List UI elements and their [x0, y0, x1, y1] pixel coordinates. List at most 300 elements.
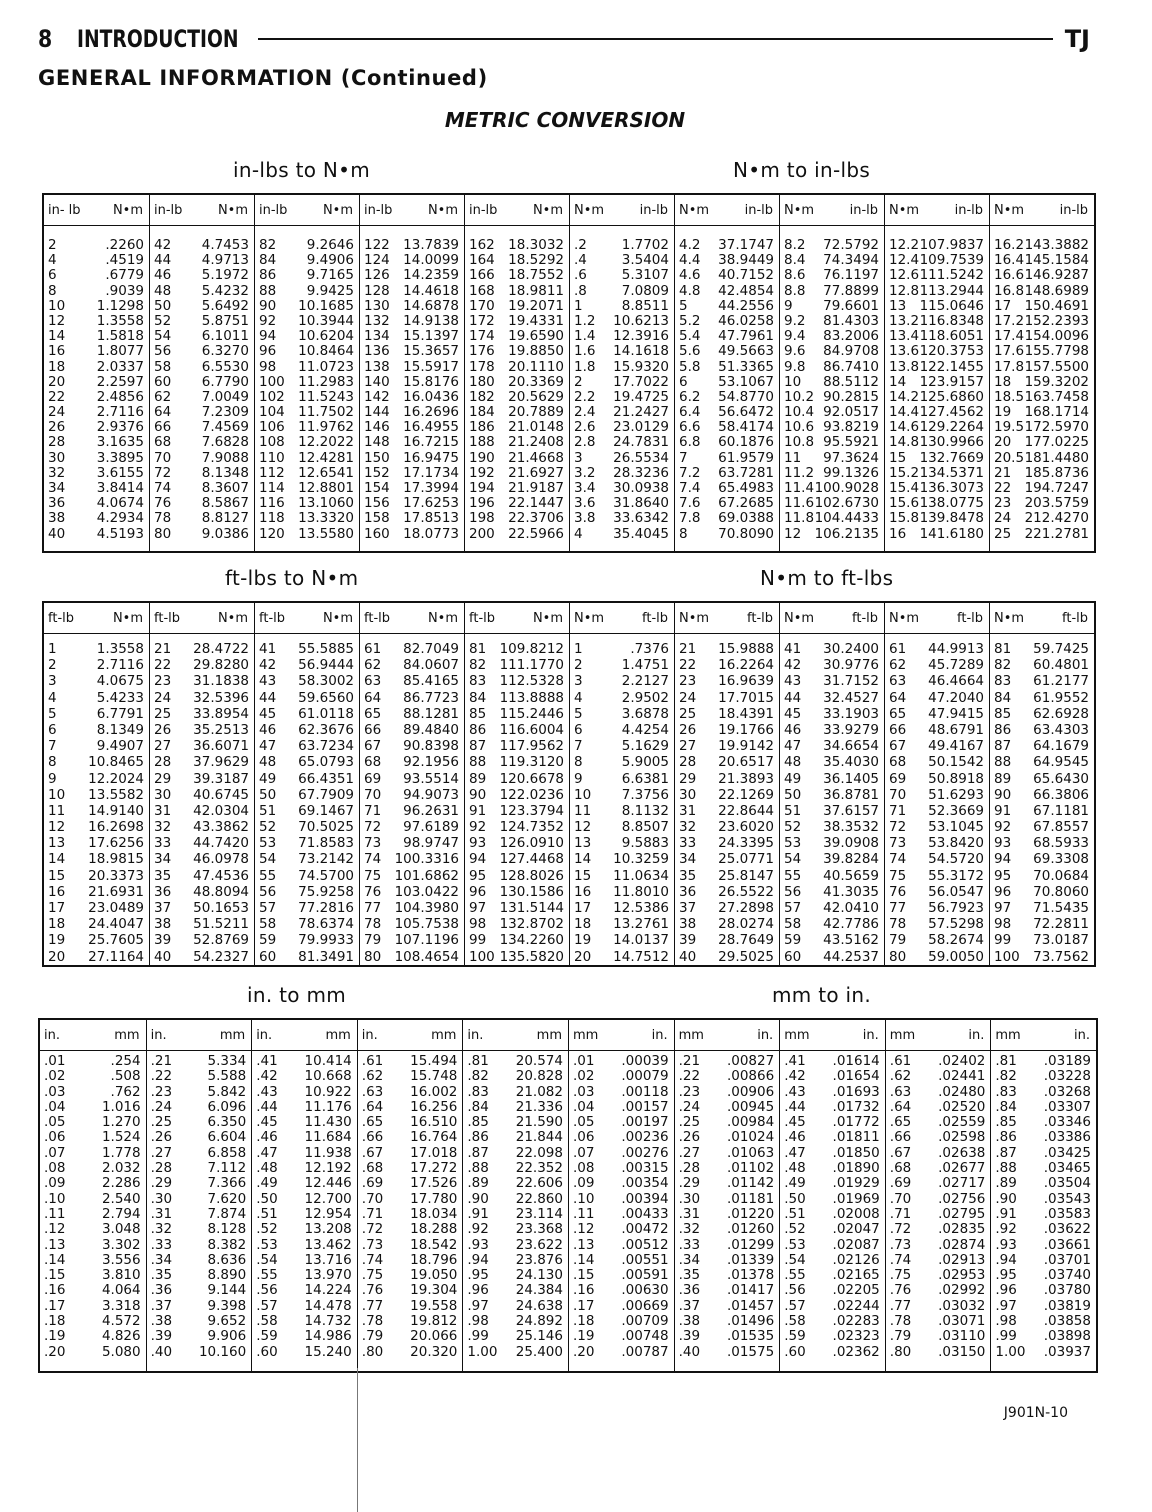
table-row — [44, 884, 149, 900]
cell-converted-value: 7.620 — [207, 1190, 247, 1207]
column-header-label: mm — [678, 1027, 704, 1043]
cell-converted-value: .03819 — [1043, 1297, 1091, 1314]
table-row — [358, 1268, 463, 1283]
table-row — [255, 511, 359, 526]
cell-converted-value: 69.3308 — [1033, 851, 1089, 868]
cell-input-value: 62 — [889, 657, 907, 674]
table-row — [570, 344, 674, 359]
cell-input-value: 20 — [574, 948, 592, 965]
cell-input-value: 23 — [154, 673, 172, 690]
table-row — [675, 511, 779, 526]
table-row — [885, 722, 989, 738]
cell-converted-value: 11.0723 — [298, 358, 354, 375]
table-row — [675, 466, 779, 481]
table-row — [885, 949, 989, 965]
cell-input-value: .35 — [150, 1267, 173, 1284]
table-column-group — [779, 603, 884, 965]
column-header-label: N•m — [784, 202, 815, 218]
cell-converted-value: 6.1011 — [201, 328, 249, 345]
table-row — [360, 803, 464, 819]
cell-converted-value: 12.2024 — [88, 770, 144, 787]
cell-input-value: .39 — [150, 1328, 173, 1345]
cell-converted-value: 24.384 — [515, 1282, 563, 1299]
cell-input-value: 95 — [994, 867, 1012, 884]
table-row — [780, 1100, 885, 1115]
cell-input-value: 77 — [364, 900, 382, 916]
cell-converted-value: 1.524 — [101, 1129, 141, 1146]
table-row — [990, 673, 1094, 689]
table-row — [150, 738, 254, 754]
cell-input-value: 4.2 — [679, 237, 701, 253]
table-row — [255, 673, 359, 689]
table-row — [252, 1085, 357, 1100]
table-row — [465, 496, 569, 511]
cell-input-value: 49 — [259, 770, 277, 787]
table-row — [255, 868, 359, 884]
table-row — [990, 314, 1094, 329]
cell-converted-value: 134.5371 — [919, 464, 984, 481]
cell-input-value: 158 — [364, 510, 390, 527]
cell-converted-value: 1.7702 — [621, 237, 669, 253]
cell-converted-value: 36.8781 — [823, 786, 879, 803]
column-header-label: N•m — [322, 202, 353, 218]
cell-converted-value: .7376 — [630, 641, 669, 657]
cell-input-value: .45 — [784, 1114, 806, 1131]
cell-converted-value: 14.0099 — [403, 252, 459, 269]
cell-converted-value: 51.5211 — [193, 916, 249, 933]
cell-converted-value: 6.7790 — [201, 373, 249, 390]
table-rows — [886, 1054, 991, 1360]
cell-converted-value: 70.8090 — [718, 525, 774, 542]
table-column-group — [569, 603, 674, 965]
cell-input-value: .31 — [678, 1205, 701, 1222]
cell-input-value: 15.6 — [889, 495, 920, 512]
table-row — [780, 1054, 885, 1069]
table-row — [358, 1345, 463, 1360]
table-row — [570, 900, 674, 916]
table-row — [465, 835, 569, 851]
cell-input-value: 2.6 — [574, 419, 596, 436]
table-rows — [358, 1054, 463, 1360]
cell-input-value: 17.2 — [994, 312, 1025, 329]
table-row — [991, 1283, 1096, 1298]
cell-input-value: .26 — [678, 1129, 701, 1146]
cell-converted-value: .00394 — [621, 1190, 669, 1207]
cell-converted-value: 28.3236 — [613, 464, 669, 481]
table-row — [570, 314, 674, 329]
cell-input-value: 15 — [48, 867, 66, 884]
cell-input-value: .52 — [256, 1221, 278, 1238]
table-row — [360, 375, 464, 390]
table-row — [255, 787, 359, 803]
cell-input-value: .4 — [574, 252, 587, 269]
cell-converted-value: 9.7165 — [306, 267, 354, 284]
cell-converted-value: 1.8077 — [96, 343, 144, 360]
cell-input-value: 44 — [154, 252, 172, 269]
table-row — [780, 344, 884, 359]
cell-converted-value: .00669 — [621, 1297, 669, 1314]
cell-converted-value: .03898 — [1043, 1328, 1091, 1345]
cell-converted-value: 73.2142 — [298, 851, 354, 868]
table-row — [465, 527, 569, 542]
table-row — [360, 819, 464, 835]
cell-converted-value: 42.0410 — [823, 900, 879, 916]
cell-converted-value: 127.4468 — [499, 851, 564, 868]
cell-input-value: 112 — [259, 464, 285, 481]
table-row — [780, 481, 884, 496]
cell-input-value: .05 — [573, 1114, 595, 1131]
column-header-label: N•m — [322, 610, 353, 626]
cell-input-value: 9.8 — [784, 358, 806, 375]
table-row — [780, 1283, 885, 1298]
cell-input-value: 110 — [259, 449, 285, 466]
cell-converted-value: 44.9913 — [928, 641, 984, 657]
cell-converted-value: 7.6828 — [201, 434, 249, 451]
cell-input-value: .23 — [150, 1083, 173, 1100]
cell-input-value: 17 — [48, 900, 66, 916]
cell-converted-value: 9.4907 — [96, 738, 144, 755]
table-row — [150, 314, 254, 329]
table-row — [675, 527, 779, 542]
table-row — [40, 1268, 146, 1283]
table-row — [360, 690, 464, 706]
table-row — [44, 641, 149, 657]
cell-converted-value: 18.288 — [410, 1221, 458, 1238]
cell-converted-value: 159.3202 — [1024, 373, 1089, 390]
table-row — [991, 1069, 1096, 1084]
cell-converted-value: 134.2260 — [499, 932, 564, 949]
table-row — [990, 722, 1094, 738]
cell-input-value: 6 — [48, 721, 57, 738]
figure-code: J901N-10 — [1003, 1405, 1068, 1421]
cell-input-value: 67 — [889, 738, 907, 755]
cell-converted-value: 37.1747 — [718, 237, 774, 253]
table-row — [463, 1222, 568, 1237]
cell-converted-value: 132.8702 — [499, 916, 564, 933]
cell-input-value: 8.4 — [784, 252, 806, 269]
cell-input-value: 2 — [48, 657, 57, 674]
cell-converted-value: 39.0908 — [823, 835, 879, 852]
cell-input-value: .48 — [784, 1160, 806, 1177]
table-row — [886, 1115, 991, 1130]
cell-converted-value: .02480 — [938, 1083, 986, 1100]
cell-input-value: 136 — [364, 343, 390, 360]
table-row — [463, 1299, 568, 1314]
cell-converted-value: 6.7791 — [96, 705, 144, 722]
cell-converted-value: 5.1629 — [621, 738, 669, 755]
cell-input-value: 31 — [679, 802, 697, 819]
column-header-label: in. — [150, 1027, 167, 1043]
cell-input-value: 11 — [784, 449, 802, 466]
cell-input-value: 40 — [48, 525, 66, 542]
table-row — [886, 1085, 991, 1100]
table-row — [255, 932, 359, 948]
cell-input-value: 2 — [48, 237, 57, 253]
cell-input-value: 54 — [784, 851, 802, 868]
table-row — [990, 900, 1094, 916]
section-title: INTRODUCTION — [77, 25, 239, 53]
cell-converted-value: 85.4165 — [403, 673, 459, 690]
cell-converted-value: 12.5386 — [613, 900, 669, 916]
table-row — [570, 511, 674, 526]
cell-input-value: .39 — [678, 1328, 701, 1345]
table-row — [885, 673, 989, 689]
table-row — [885, 238, 989, 253]
table-row — [780, 673, 884, 689]
cell-input-value: 35 — [154, 867, 172, 884]
table-row — [360, 451, 464, 466]
cell-converted-value: 20.1110 — [508, 358, 564, 375]
cell-input-value: .89 — [467, 1175, 489, 1192]
cell-converted-value: 19.8850 — [508, 343, 564, 360]
cell-input-value: 1 — [574, 297, 583, 314]
table-rows — [40, 1054, 146, 1360]
conversion-table-in-lbs — [42, 193, 1096, 553]
cell-converted-value: 21.4668 — [508, 449, 564, 466]
cell-input-value: 81 — [994, 641, 1012, 657]
cell-converted-value: .01654 — [832, 1068, 880, 1085]
cell-input-value: 28 — [679, 754, 697, 771]
cell-input-value: .16 — [573, 1282, 595, 1299]
table-row — [465, 641, 569, 657]
cell-input-value: .63 — [889, 1083, 912, 1100]
cell-input-value: 96 — [994, 883, 1012, 900]
cell-converted-value: 21.0148 — [508, 419, 564, 436]
table-column-group — [990, 1020, 1096, 1371]
cell-converted-value: 75.9258 — [298, 883, 354, 900]
table-column-group — [464, 195, 569, 551]
table-row — [675, 1207, 780, 1222]
cell-converted-value: .01339 — [726, 1251, 775, 1268]
cell-input-value: 54 — [259, 851, 277, 868]
cell-input-value: 180 — [469, 373, 495, 390]
cell-converted-value: 14.6878 — [403, 297, 459, 314]
cell-converted-value: 111.5242 — [919, 267, 984, 284]
table-row — [675, 284, 779, 299]
column-header-label: in-lb — [1059, 202, 1088, 218]
column-header-label: mm — [995, 1027, 1021, 1043]
cell-input-value: .33 — [678, 1236, 701, 1253]
cell-input-value: 16.2 — [994, 237, 1025, 253]
cell-input-value: 81 — [469, 641, 487, 657]
cell-converted-value: 8.890 — [207, 1267, 247, 1284]
cell-input-value: 5.6 — [679, 343, 701, 360]
table-row — [991, 1238, 1096, 1253]
cell-input-value: 100 — [994, 948, 1020, 965]
cell-converted-value: 12.3916 — [613, 328, 669, 345]
cell-converted-value: .02323 — [832, 1328, 880, 1345]
table-row — [675, 1100, 780, 1115]
cell-converted-value: 83.2006 — [823, 328, 879, 345]
table-row — [252, 1054, 357, 1069]
cell-converted-value: .03032 — [938, 1297, 986, 1314]
cell-converted-value: 31.1838 — [193, 673, 249, 690]
cell-input-value: 174 — [469, 328, 495, 345]
table-row — [252, 1207, 357, 1222]
cell-input-value: .28 — [678, 1160, 701, 1177]
cell-input-value: .34 — [150, 1251, 173, 1268]
cell-converted-value: 41.3035 — [823, 883, 879, 900]
table-row — [255, 299, 359, 314]
cell-converted-value: 23.368 — [515, 1221, 563, 1238]
table-row — [780, 1268, 885, 1283]
cell-converted-value: 11.8010 — [613, 883, 669, 900]
cell-input-value: 54 — [154, 328, 172, 345]
table-row — [780, 787, 884, 803]
table-row — [675, 451, 779, 466]
cell-converted-value: 20.320 — [410, 1343, 458, 1360]
table-row — [675, 803, 779, 819]
cell-input-value: 34 — [154, 851, 172, 868]
cell-converted-value: .02913 — [938, 1251, 986, 1268]
table-row — [675, 1299, 780, 1314]
table-row — [252, 1069, 357, 1084]
cell-converted-value: .03661 — [1043, 1236, 1091, 1253]
table-row — [885, 771, 989, 787]
cell-input-value: .30 — [678, 1190, 701, 1207]
cell-converted-value: 14.9140 — [88, 802, 144, 819]
cell-input-value: .32 — [150, 1221, 173, 1238]
cell-converted-value: 61.9552 — [1033, 689, 1089, 706]
cell-input-value: 156 — [364, 495, 390, 512]
cell-input-value: 1.6 — [574, 343, 596, 360]
cell-input-value: .33 — [150, 1236, 173, 1253]
cell-input-value: 116 — [259, 495, 285, 512]
cell-converted-value: 13.2761 — [613, 916, 669, 933]
cell-input-value: 8.8 — [784, 282, 806, 299]
cell-input-value: .99 — [995, 1328, 1017, 1345]
table-row — [463, 1314, 568, 1329]
table-row — [150, 884, 254, 900]
cell-converted-value: 5.334 — [207, 1053, 247, 1069]
cell-converted-value: 7.874 — [207, 1205, 247, 1222]
table-row — [150, 344, 254, 359]
table-row — [150, 673, 254, 689]
cell-converted-value: 7.0809 — [621, 282, 669, 299]
cell-converted-value: 36.1405 — [823, 770, 879, 787]
table-row — [569, 1192, 674, 1207]
cell-converted-value: 49.4167 — [928, 738, 984, 755]
cell-converted-value: 8.8507 — [621, 819, 669, 836]
table-row — [570, 405, 674, 420]
table-row — [44, 329, 149, 344]
cell-converted-value: 18.796 — [410, 1251, 458, 1268]
cell-converted-value: 7.9088 — [201, 449, 249, 466]
cell-converted-value: .03268 — [1043, 1083, 1091, 1100]
table-row — [780, 390, 884, 405]
cell-converted-value: 22.8644 — [718, 802, 774, 819]
cell-converted-value: 125.6860 — [919, 388, 984, 405]
table-rows — [675, 238, 779, 542]
cell-converted-value: 22.098 — [515, 1144, 563, 1161]
table-row — [252, 1192, 357, 1207]
table-row — [780, 1085, 885, 1100]
cell-input-value: .38 — [150, 1313, 173, 1330]
cell-input-value: 88 — [259, 282, 277, 299]
cell-input-value: 48 — [154, 282, 172, 299]
table-row — [150, 690, 254, 706]
table-row — [255, 268, 359, 283]
cell-converted-value: 71.5435 — [1033, 900, 1089, 916]
table-row — [150, 819, 254, 835]
cell-input-value: .30 — [150, 1190, 173, 1207]
table-column-group — [779, 195, 884, 551]
table-row — [465, 299, 569, 314]
cell-input-value: 80 — [889, 948, 907, 965]
cell-input-value: 46 — [154, 267, 172, 284]
table-title-nm-to-ft-lbs: N•m to ft-lbs — [760, 566, 894, 590]
cell-converted-value: .02205 — [832, 1282, 880, 1299]
cell-input-value: 5 — [574, 705, 583, 722]
cell-converted-value: 13.3320 — [298, 510, 354, 527]
cell-input-value: 9 — [48, 770, 57, 787]
cell-converted-value: 33.8954 — [193, 705, 249, 722]
table-row — [44, 657, 149, 673]
table-row — [570, 787, 674, 803]
table-column-group — [40, 1020, 146, 1371]
cell-input-value: .61 — [889, 1053, 912, 1069]
table-row — [150, 466, 254, 481]
cell-input-value: 48 — [784, 754, 802, 771]
cell-input-value: 29 — [154, 770, 172, 787]
table-row — [780, 1192, 885, 1207]
cell-converted-value: 38.9449 — [718, 252, 774, 269]
table-row — [40, 1161, 146, 1176]
cell-input-value: .44 — [784, 1098, 806, 1115]
cell-converted-value: 58.4174 — [718, 419, 774, 436]
cell-input-value: 96 — [469, 883, 487, 900]
table-rows — [991, 1054, 1096, 1360]
table-row — [886, 1192, 991, 1207]
table-row — [780, 754, 884, 770]
cell-converted-value: 116.6004 — [499, 721, 564, 738]
cell-input-value: 20 — [48, 373, 66, 390]
cell-input-value: 25 — [994, 525, 1012, 542]
cell-input-value: .76 — [889, 1282, 912, 1299]
cell-converted-value: 108.4654 — [394, 948, 459, 965]
cell-input-value: 190 — [469, 449, 495, 466]
table-row — [991, 1314, 1096, 1329]
cell-converted-value: 11.9762 — [298, 419, 354, 436]
cell-converted-value: 66.3806 — [1033, 786, 1089, 803]
table-row — [147, 1238, 252, 1253]
cell-input-value: .74 — [361, 1251, 384, 1268]
cell-converted-value: 139.8478 — [919, 510, 984, 527]
table-row — [465, 268, 569, 283]
cell-converted-value: 168.1714 — [1024, 404, 1089, 421]
cell-converted-value: .00197 — [621, 1114, 669, 1131]
cell-input-value: 32 — [679, 819, 697, 836]
cell-input-value: 64 — [889, 689, 907, 706]
cell-input-value: 3.4 — [574, 480, 596, 496]
cell-input-value: 10.4 — [784, 404, 815, 421]
table-row — [360, 932, 464, 948]
table-row — [570, 641, 674, 657]
cell-converted-value: .00827 — [726, 1053, 775, 1069]
cell-input-value: 114 — [259, 480, 285, 496]
cell-converted-value: 105.7538 — [394, 916, 459, 933]
cell-input-value: .93 — [467, 1236, 489, 1253]
header-rule — [258, 38, 1052, 40]
cell-input-value: 44 — [784, 689, 802, 706]
cell-converted-value: 51.6293 — [928, 786, 984, 803]
table-row — [44, 949, 149, 965]
cell-input-value: .11 — [573, 1205, 595, 1222]
cell-converted-value: 13.208 — [304, 1221, 352, 1238]
cell-input-value: 14.2 — [889, 388, 920, 405]
cell-input-value: 16 — [889, 525, 907, 542]
cell-converted-value: 48.6791 — [928, 721, 984, 738]
